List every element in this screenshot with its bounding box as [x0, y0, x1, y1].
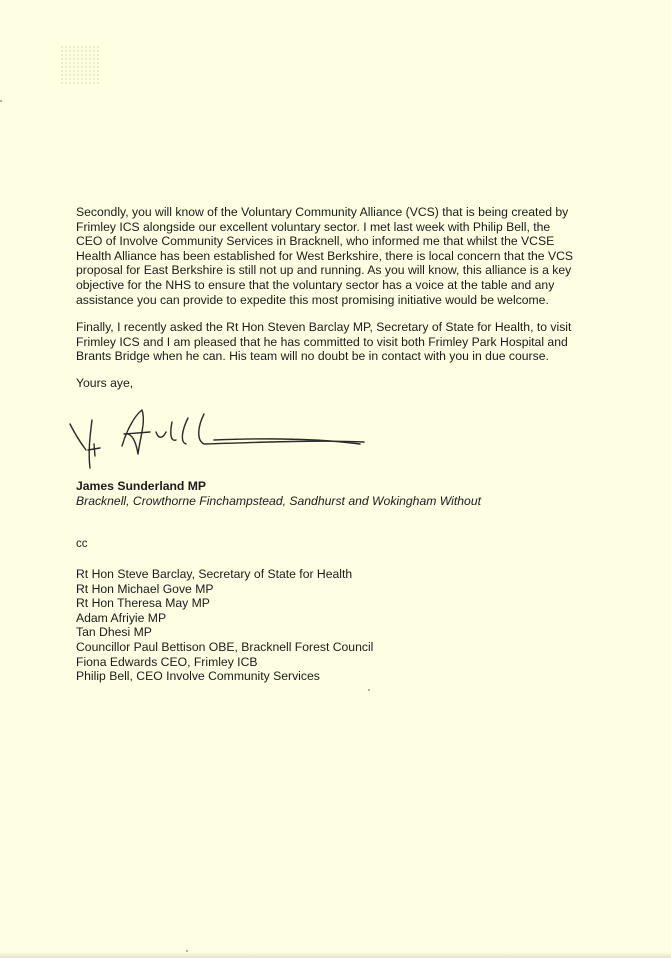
paragraph-line: Brants Bridge when he can. His team will no doubt be in contact with you in due course.: [76, 349, 549, 364]
cc-label: cc: [76, 538, 88, 550]
closing-salutation: Yours aye,: [76, 376, 134, 390]
cc-recipient: Fiona Edwards CEO, Frimley ICB: [76, 654, 258, 669]
scan-speck: [368, 689, 370, 691]
paragraph-voluntary-alliance: [76, 205, 606, 307]
cc-recipient: Adam Afriyie MP: [76, 610, 167, 625]
paragraph-minister-visit: [76, 320, 606, 364]
scan-speck: [0, 100, 2, 102]
paragraph-line: CEO of Involve Community Services in Bracknell, who informed me that whilst the VCSE: [76, 234, 555, 249]
signer-constituency: Bracknell, Crowthorne Finchampstead, Sandhurst and Wokingham Without: [76, 494, 481, 508]
cc-recipient: Philip Bell, CEO Involve Community Services: [76, 669, 320, 684]
scan-artifact: [60, 45, 100, 85]
paragraph-line: Health Alliance has been established for West Berkshire, there is local concern that the VCS: [76, 248, 574, 263]
cc-recipient-list: [76, 567, 373, 684]
paragraph-line: proposal for East Berkshire is still not up and running. As you will know, this alliance is a key: [76, 263, 572, 278]
paragraph-line: assistance you can provide to expedite this most promising initiative would be welcome.: [76, 292, 549, 307]
paragraph-line: Secondly, you will know of the Voluntary Community Alliance (VCS) that is being created by: [76, 205, 569, 219]
paragraph-line: Frimley ICS and I am pleased that he has committed to visit both Frimley Park Hospital and: [76, 334, 568, 349]
handwritten-signature: [64, 402, 374, 476]
cc-recipient: Councillor Paul Bettison OBE, Bracknell Forest Council: [76, 639, 374, 654]
page-bottom-edge: [0, 952, 671, 958]
cc-recipient: Rt Hon Steve Barclay, Secretary of State for Health: [76, 567, 353, 581]
signer-name: James Sunderland MP: [76, 479, 207, 493]
paragraph-line: Frimley ICS alongside our excellent voluntary sector. I met last week with Philip Bell, the: [76, 219, 551, 234]
cc-recipient: Tan Dhesi MP: [76, 625, 152, 640]
cc-recipient: Rt Hon Theresa May MP: [76, 596, 210, 611]
cc-recipient: Rt Hon Michael Gove MP: [76, 581, 214, 596]
paragraph-line: objective for the NHS to ensure that the voluntary sector has a voice at the table and any: [76, 277, 555, 292]
paragraph-line: Finally, I recently asked the Rt Hon Steven Barclay MP, Secretary of State for Health, to visit: [76, 320, 572, 334]
